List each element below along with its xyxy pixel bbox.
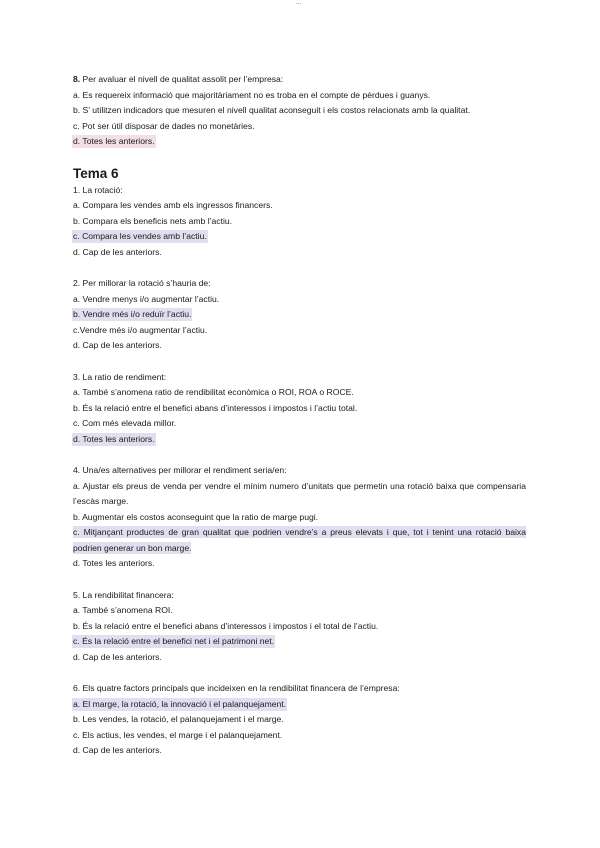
option-c-answer [73,634,526,650]
option-c-answer [73,525,526,556]
document-body [73,72,526,759]
answer-highlight: c. Compara les vendes amb l’actiu. [73,231,207,241]
answer-highlight: d. Totes les anteriors. [73,136,155,146]
option-a: a. Vendre menys i/o augmentar l’actiu. [73,293,220,304]
option-d: d. Cap de les anteriors. [73,246,162,257]
option-c-answer [73,229,526,245]
option-b: b. Compara els beneficis nets amb l’actiu. [73,215,233,226]
answer-highlight: c. Mitjançant productes de gran qualitat que podrien vendre’s a preus elevats i que, tot i tenint una rotació baixa podrien generar un bon marge. [73,527,526,553]
question-text: Per avaluar el nivell de qualitat assolit per l’empresa: [80,74,284,84]
option-b-answer [73,307,526,323]
option-c: c. Com més elevada millor. [73,418,177,428]
option-a: a. Es requereix informació que majoritàriament no es troba en el compte de pèrdues i guanys. [73,89,431,100]
answer-highlight: b. Vendre més i/o reduïr l’actiu. [73,309,192,319]
option-a: a. Ajustar els preus de venda per vendre el mínim numero d’unitats que permetin una rotació baixa que compensaria l’escàs marge. [73,480,526,506]
section-heading: Tema 6 [73,165,119,181]
option-c: c. Pot ser útil disposar de dades no monetàries. [73,120,255,131]
question-5: 5. La rendibilitat financera: [73,589,174,600]
option-d: d. Cap de les anteriors. [73,651,162,662]
option-d: d. Totes les anteriors. [73,558,155,568]
question-3: 3. La ratio de rendiment: [73,371,167,382]
answer-highlight: a. El marge, la rotació, la innovació i el palanquejament. [73,698,287,709]
option-d-answer [73,432,526,448]
option-b: b. És la relació entre el benefici abans d’interessos i impostos i l’actiu total. [73,402,358,413]
question-1: 1. La rotació: [73,184,123,195]
answer-highlight: c. És la relació entre el benefici net i el patrimoni net. [73,636,275,646]
answer-highlight: d. Totes les anteriors. [73,433,155,444]
question-number: 8. [73,74,81,84]
option-d: d. Cap de les anteriors. [73,745,162,755]
question-6: 6. Els quatre factors principals que incideixen en la rendibilitat financera de l’empresa: [73,683,400,693]
question-8 [73,72,526,88]
option-b: b. És la relació entre el benefici abans d’interessos i impostos i el total de l’actiu. [73,620,379,631]
option-d-answer [73,134,526,150]
page-mark: ... [296,0,302,6]
option-a: a. També s’anomena ROI. [73,605,173,615]
option-a: a. També s’anomena ratio de rendibilitat econòmica o ROI, ROA o ROCE. [73,387,354,397]
question-4: 4. Una/es alternatives per millorar el rendiment seria/en: [73,465,287,475]
question-2: 2. Per millorar la rotació s’hauria de: [73,278,211,288]
option-b: b. Les vendes, la rotació, el palanquejament i el marge. [73,714,284,724]
option-b: b. S’ utilitzen indicadors que mesuren el nivell qualitat aconseguit i els costos relacionats amb la qualitat. [73,105,471,115]
option-c: c.Vendre més i/o augmentar l’actiu. [73,324,208,335]
option-c: c. Els actius, les vendes, el marge i el palanquejament. [73,729,283,740]
option-d: d. Cap de les anteriors. [73,340,162,350]
option-a: a. Compara les vendes amb els ingressos financers. [73,200,273,210]
option-a-answer [73,697,526,713]
option-b: b. Augmentar els costos aconseguint que la ratio de marge pugi. [73,511,319,522]
